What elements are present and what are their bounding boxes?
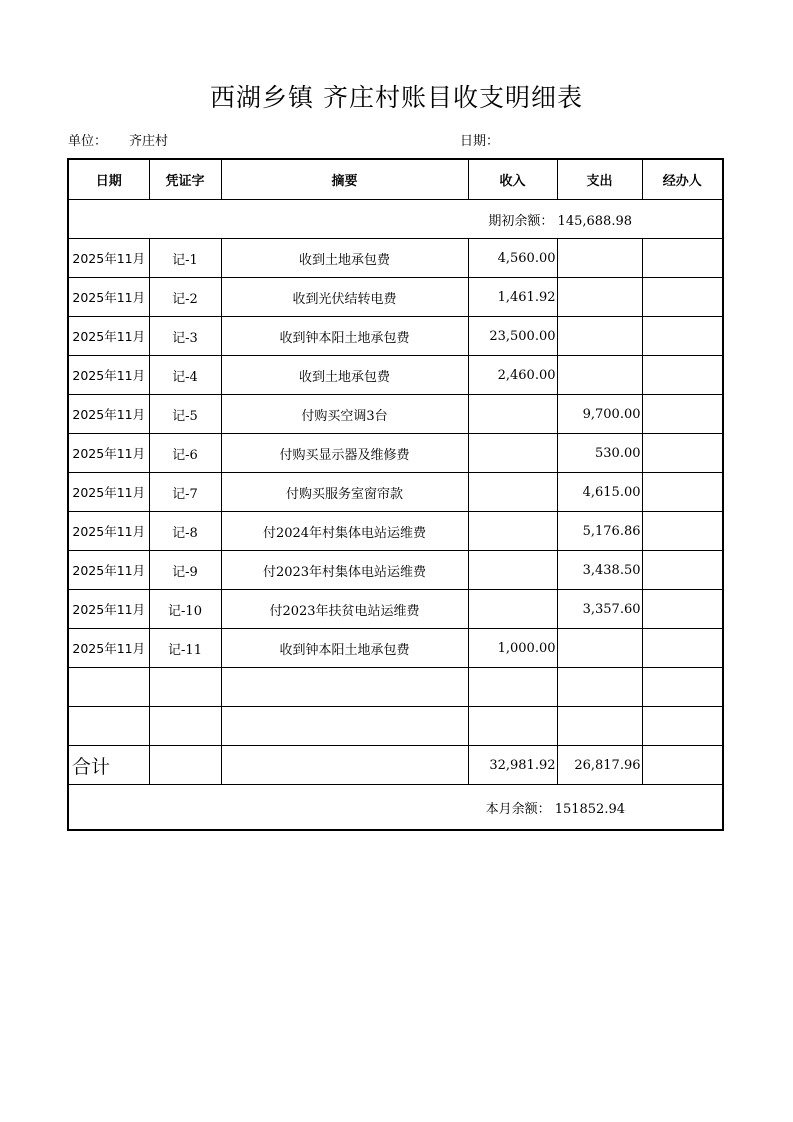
table-row xyxy=(68,668,723,707)
row-expense: 3,438.50 xyxy=(557,551,642,590)
row-summary: 付购买服务室窗帘款 xyxy=(221,473,468,512)
opening-balance: 期初余额： 145,688.98 xyxy=(68,200,723,239)
row-voucher: 记-2 xyxy=(149,278,221,317)
unit-value: 齐庄村 xyxy=(129,134,169,149)
row-summary: 付2023年村集体电站运维费 xyxy=(221,551,468,590)
row-date: 2025年11月 xyxy=(68,629,149,668)
row-income: 2,460.00 xyxy=(468,356,557,395)
row-voucher: 记-8 xyxy=(149,512,221,551)
row-voucher: 记-6 xyxy=(149,434,221,473)
totals-income: 32,981.92 xyxy=(468,746,557,785)
row-date: 2025年11月 xyxy=(68,512,149,551)
closing-balance-row xyxy=(68,785,723,831)
row-income: 4,560.00 xyxy=(468,239,557,278)
unit-label: 单位： xyxy=(68,134,108,149)
row-expense xyxy=(557,278,642,317)
table-row xyxy=(68,239,723,278)
row-expense: 4,615.00 xyxy=(557,473,642,512)
row-date: 2025年11月 xyxy=(68,395,149,434)
row-summary: 付购买显示器及维修费 xyxy=(221,434,468,473)
table-row xyxy=(68,512,723,551)
row-handler xyxy=(642,395,723,434)
ledger-table xyxy=(67,158,724,831)
row-voucher: 记-7 xyxy=(149,473,221,512)
table-row xyxy=(68,434,723,473)
row-expense xyxy=(557,629,642,668)
row-income xyxy=(468,590,557,629)
header-row xyxy=(68,159,723,200)
row-date: 2025年11月 xyxy=(68,278,149,317)
column-header-expense: 支出 xyxy=(557,159,642,200)
row-voucher: 记-10 xyxy=(149,590,221,629)
row-date: 2025年11月 xyxy=(68,551,149,590)
date-label: 日期： xyxy=(460,134,500,149)
row-income xyxy=(468,395,557,434)
row-income xyxy=(468,668,557,707)
row-voucher: 记-5 xyxy=(149,395,221,434)
totals-summary xyxy=(221,746,468,785)
row-handler xyxy=(642,629,723,668)
totals-label: 合计 xyxy=(68,746,149,785)
row-handler xyxy=(642,317,723,356)
row-income xyxy=(468,707,557,746)
row-date: 2025年11月 xyxy=(68,239,149,278)
page-title: 西湖乡镇 齐庄村账目收支明细表 xyxy=(210,83,583,112)
row-expense: 530.00 xyxy=(557,434,642,473)
row-income: 23,500.00 xyxy=(468,317,557,356)
row-expense: 5,176.86 xyxy=(557,512,642,551)
row-date: 2025年11月 xyxy=(68,356,149,395)
row-handler xyxy=(642,590,723,629)
totals-voucher xyxy=(149,746,221,785)
table-row xyxy=(68,356,723,395)
row-summary xyxy=(221,668,468,707)
row-handler xyxy=(642,473,723,512)
row-summary: 付2023年扶贫电站运维费 xyxy=(221,590,468,629)
row-summary: 收到光伏结转电费 xyxy=(221,278,468,317)
row-income: 1,000.00 xyxy=(468,629,557,668)
table-row xyxy=(68,395,723,434)
row-expense xyxy=(557,356,642,395)
column-header-handler: 经办人 xyxy=(642,159,723,200)
column-header-voucher: 凭证字 xyxy=(149,159,221,200)
column-header-date: 日期 xyxy=(68,159,149,200)
row-expense xyxy=(557,707,642,746)
row-summary: 付2024年村集体电站运维费 xyxy=(221,512,468,551)
row-income xyxy=(468,473,557,512)
row-voucher: 记-9 xyxy=(149,551,221,590)
row-expense xyxy=(557,239,642,278)
row-summary: 收到钟本阳土地承包费 xyxy=(221,317,468,356)
row-voucher: 记-1 xyxy=(149,239,221,278)
row-income xyxy=(468,551,557,590)
column-header-income: 收入 xyxy=(468,159,557,200)
row-date xyxy=(68,668,149,707)
row-date: 2025年11月 xyxy=(68,473,149,512)
row-handler xyxy=(642,278,723,317)
table-row xyxy=(68,629,723,668)
row-income xyxy=(468,434,557,473)
table-row xyxy=(68,590,723,629)
totals-expense: 26,817.96 xyxy=(557,746,642,785)
row-handler xyxy=(642,668,723,707)
row-expense: 9,700.00 xyxy=(557,395,642,434)
row-date: 2025年11月 xyxy=(68,317,149,356)
row-handler xyxy=(642,512,723,551)
row-date: 2025年11月 xyxy=(68,590,149,629)
row-handler xyxy=(642,434,723,473)
row-expense xyxy=(557,317,642,356)
row-voucher xyxy=(149,707,221,746)
row-expense: 3,357.60 xyxy=(557,590,642,629)
row-summary: 付购买空调3台 xyxy=(221,395,468,434)
table-row xyxy=(68,707,723,746)
table-row xyxy=(68,317,723,356)
row-summary: 收到土地承包费 xyxy=(221,239,468,278)
totals-handler xyxy=(642,746,723,785)
row-voucher xyxy=(149,668,221,707)
row-summary xyxy=(221,707,468,746)
row-handler xyxy=(642,239,723,278)
row-handler xyxy=(642,356,723,395)
table-row xyxy=(68,473,723,512)
row-summary: 收到土地承包费 xyxy=(221,356,468,395)
closing-balance: 本月余额： 151852.94 xyxy=(68,785,723,831)
row-voucher: 记-11 xyxy=(149,629,221,668)
row-handler xyxy=(642,707,723,746)
opening-balance-row xyxy=(68,200,723,239)
row-income: 1,461.92 xyxy=(468,278,557,317)
row-summary: 收到钟本阳土地承包费 xyxy=(221,629,468,668)
row-date: 2025年11月 xyxy=(68,434,149,473)
table-row xyxy=(68,551,723,590)
row-expense xyxy=(557,668,642,707)
row-date xyxy=(68,707,149,746)
row-voucher: 记-3 xyxy=(149,317,221,356)
row-income xyxy=(468,512,557,551)
row-handler xyxy=(642,551,723,590)
table-row xyxy=(68,278,723,317)
column-header-summary: 摘要 xyxy=(221,159,468,200)
totals-row xyxy=(68,746,723,785)
row-voucher: 记-4 xyxy=(149,356,221,395)
